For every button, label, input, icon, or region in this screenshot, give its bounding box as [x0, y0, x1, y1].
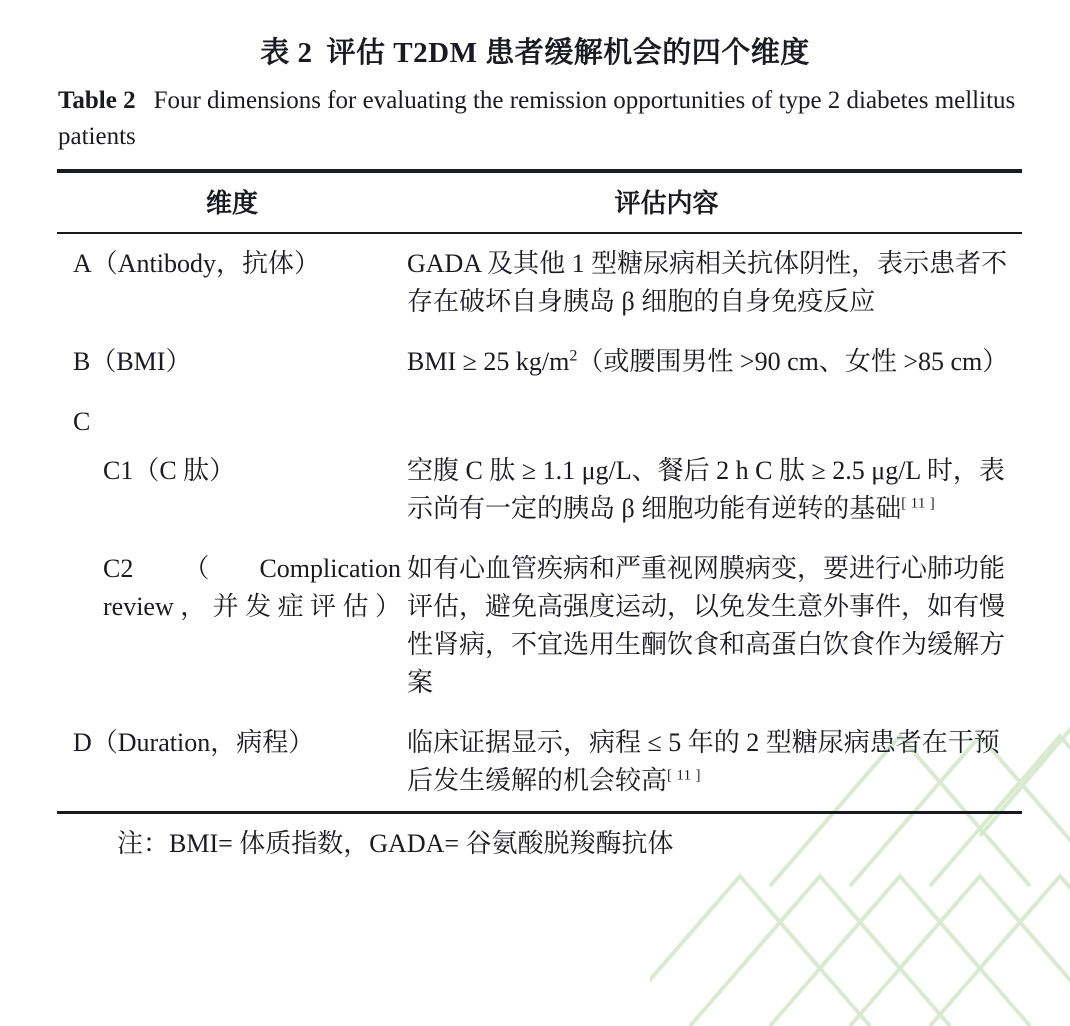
table-body: [57, 234, 1022, 810]
cell-content: GADA 及其他 1 型糖尿病相关抗体阴性，表示患者不存在破坏自身胰岛 β 细胞的自身免疫反应: [407, 249, 1008, 317]
cell-content: BMI ≥ 25 $kg/m^2$（或腰围男性 >90 cm、女性 >85 cm）: [407, 347, 1009, 377]
cell-content: [407, 392, 1022, 441]
table-title-english: [0, 71, 1070, 156]
cell-dimension: A（Antibody，抗体）: [73, 249, 321, 279]
table-row: [57, 332, 1022, 392]
cell-dimension: D（Duration，病程）: [73, 727, 315, 757]
cell-content: 空腹 C 肽 ≥ 1.1 μg/L、餐后 2 h C 肽 ≥ 2.5 μg/L 时，表示尚有一定的胰岛 β 细胞功能有逆转的基础[ 11 ]: [407, 456, 1005, 524]
table-container: [57, 169, 1022, 862]
dimensions-table: [57, 173, 1022, 232]
table-row: [57, 441, 1022, 539]
cell-content: 临床证据显示，病程 ≤ 5 年的 2 型糖尿病患者在干预后发生缓解的机会较高[ 11 ]: [407, 727, 1000, 795]
table-number-english: Table 2: [58, 86, 136, 114]
table-row: [57, 539, 1022, 713]
cell-dimension: C: [73, 407, 91, 437]
table-title-chinese: [0, 0, 1070, 71]
table-note: 注：BMI= 体质指数，GADA= 谷氨酸脱羧酶抗体: [117, 828, 674, 858]
citation-reference: [ 11 ]: [901, 495, 936, 512]
table-title-english-text: Four dimensions for evaluating the remission opportunities of type 2 diabetes mellitus patients: [58, 86, 1016, 151]
cell-dimension: [57, 539, 407, 713]
dimension-label: C2（Complication review，并发症评估）: [103, 554, 401, 621]
cell-dimension: B（BMI）: [73, 347, 192, 377]
table-row: [57, 392, 1022, 441]
table-header: [57, 173, 1022, 232]
dimensions-table-body: [57, 234, 1022, 810]
column-header-dimension: 维度: [205, 189, 258, 219]
table-title-chinese-text: 评估 T2DM 患者缓解机会的四个维度: [326, 37, 810, 69]
table-number-chinese: 表 2: [260, 37, 313, 69]
table-row: [57, 713, 1022, 811]
superscript-exponent: 2: [569, 347, 578, 365]
cell-content: 如有心血管疾病和严重视网膜病变，要进行心肺功能评估，避免高强度运动，以免发生意外事件，如有慢性肾病，不宜选用生酮饮食和高蛋白饮食作为缓解方案: [407, 554, 1006, 697]
citation-reference: [ 11 ]: [667, 767, 701, 784]
cell-dimension: C1（C 肽）: [103, 456, 236, 486]
rule-bottom: [57, 811, 1022, 814]
table-header-row: [57, 173, 1022, 232]
table-row: [57, 234, 1022, 332]
column-header-content: 评估内容: [614, 189, 719, 219]
